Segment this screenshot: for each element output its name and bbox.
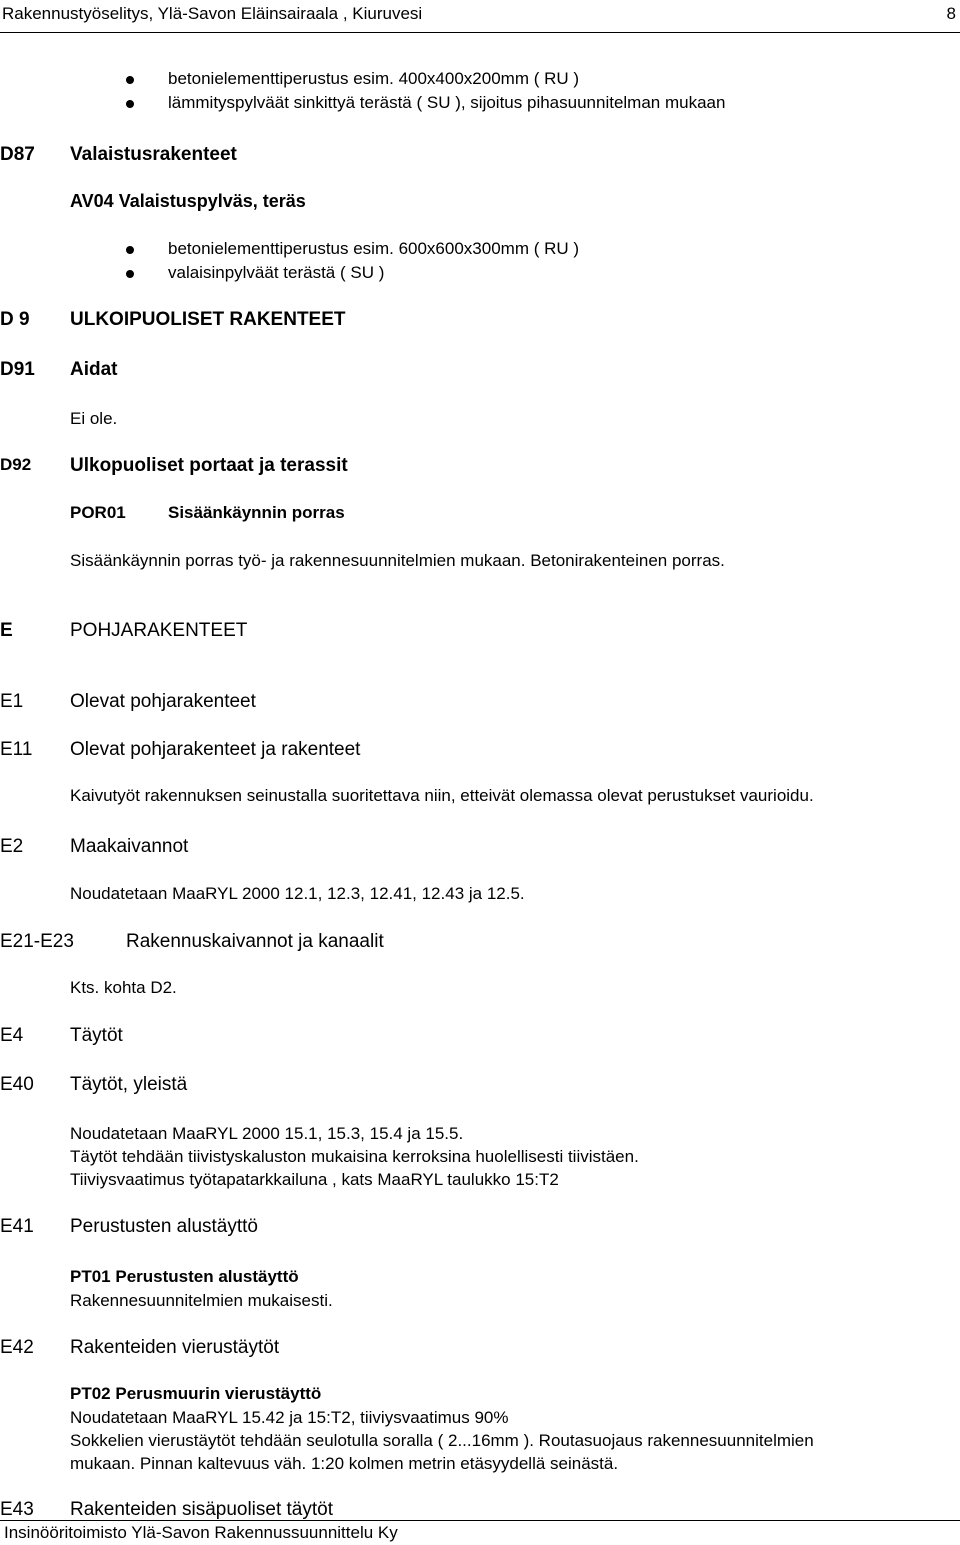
section-text: Noudatetaan MaaRYL 2000 15.1, 15.3, 15.4 ja 15.5.: [70, 1124, 464, 1143]
section-title: Rakenteiden sisäpuoliset täytöt: [70, 1499, 333, 1520]
section-title: Perustusten alustäyttö: [70, 1216, 258, 1237]
section-title: Valaistusrakenteet: [70, 144, 237, 165]
section-code: E1: [0, 691, 24, 712]
section-code: E2: [0, 836, 24, 857]
section-code: D91: [0, 359, 35, 380]
subsection-title: PT01 Perustusten alustäyttö: [70, 1267, 299, 1286]
footer-rule: [0, 1520, 960, 1521]
section-title: Olevat pohjarakenteet ja rakenteet: [70, 739, 361, 760]
section-text: Sokkelien vierustäytöt tehdään seulotulla soralla ( 2...16mm ). Routasuojaus rakennesuunnitelmien: [70, 1431, 814, 1450]
section-code: E21-E23: [0, 931, 74, 952]
bullet-icon: [126, 246, 134, 254]
document-footer: Insinööritoimisto Ylä-Savon Rakennussuunnittelu Ky: [4, 1523, 398, 1542]
subsection-title: PT02 Perusmuurin vierustäyttö: [70, 1384, 322, 1403]
section-title: Aidat: [70, 359, 118, 380]
section-text: Noudatetaan MaaRYL 15.42 ja 15:T2, tiiviysvaatimus 90%: [70, 1408, 509, 1427]
section-code: E4: [0, 1025, 24, 1046]
bullet-icon: [126, 100, 134, 108]
section-title: ULKOIPUOLISET RAKENTEET: [70, 309, 346, 330]
subsection-title: Sisäänkäynnin porras: [168, 503, 345, 522]
section-text: Ei ole.: [70, 409, 118, 428]
bullet-text: betonielementtiperustus esim. 400x400x200mm ( RU ): [168, 69, 580, 88]
section-code: E11: [0, 739, 33, 760]
section-code: E40: [0, 1074, 34, 1095]
section-text: mukaan. Pinnan kaltevuus väh. 1:20 kolmen metrin etäsyydellä seinästä.: [70, 1454, 619, 1473]
section-text: Rakennesuunnitelmien mukaisesti.: [70, 1291, 333, 1310]
section-code: E42: [0, 1337, 34, 1358]
section-code: D87: [0, 144, 35, 165]
section-title: Rakenteiden vierustäytöt: [70, 1337, 280, 1358]
section-code: D92: [0, 455, 32, 474]
section-code: E41: [0, 1216, 34, 1237]
section-title: Täytöt: [70, 1025, 123, 1046]
section-text: Kaivutyöt rakennuksen seinustalla suoritettava niin, etteivät olemassa olevat perustukset vaurioidu.: [70, 786, 814, 805]
section-text: Täytöt tehdään tiivistyskaluston mukaisina kerroksina huolellisesti tiivistäen.: [70, 1147, 639, 1166]
header-rule: [0, 32, 960, 33]
section-text: Sisäänkäynnin porras työ- ja rakennesuunnitelmien mukaan. Betonirakenteinen porras.: [70, 551, 725, 570]
section-title: Ulkopuoliset portaat ja terassit: [70, 455, 348, 476]
subsection-title: AV04 Valaistuspylväs, teräs: [70, 191, 306, 211]
section-title: Rakennuskaivannot ja kanaalit: [126, 931, 384, 952]
section-code: E: [0, 620, 13, 641]
bullet-text: betonielementtiperustus esim. 600x600x300mm ( RU ): [168, 239, 580, 258]
subsection-code: POR01: [70, 503, 126, 522]
section-title: POHJARAKENTEET: [70, 620, 248, 641]
bullet-icon: [126, 76, 134, 84]
section-code: D 9: [0, 309, 30, 330]
bullet-text: lämmityspylväät sinkittyä terästä ( SU ), sijoitus pihasuunnitelman mukaan: [168, 93, 726, 112]
page-number: 8: [946, 4, 956, 23]
bullet-text: valaisinpylväät terästä ( SU ): [168, 263, 385, 282]
section-title: Maakaivannot: [70, 836, 189, 857]
section-title: Täytöt, yleistä: [70, 1074, 188, 1095]
section-text: Kts. kohta D2.: [70, 978, 177, 997]
section-code: E43: [0, 1499, 34, 1520]
section-text: Noudatetaan MaaRYL 2000 12.1, 12.3, 12.41, 12.43 ja 12.5.: [70, 884, 525, 903]
bullet-icon: [126, 270, 134, 278]
section-title: Olevat pohjarakenteet: [70, 691, 256, 712]
document-header-title: Rakennustyöselitys, Ylä-Savon Eläinsairaala , Kiuruvesi: [2, 4, 423, 23]
section-text: Tiiviysvaatimus työtapatarkkailuna , kats MaaRYL taulukko 15:T2: [70, 1170, 559, 1189]
